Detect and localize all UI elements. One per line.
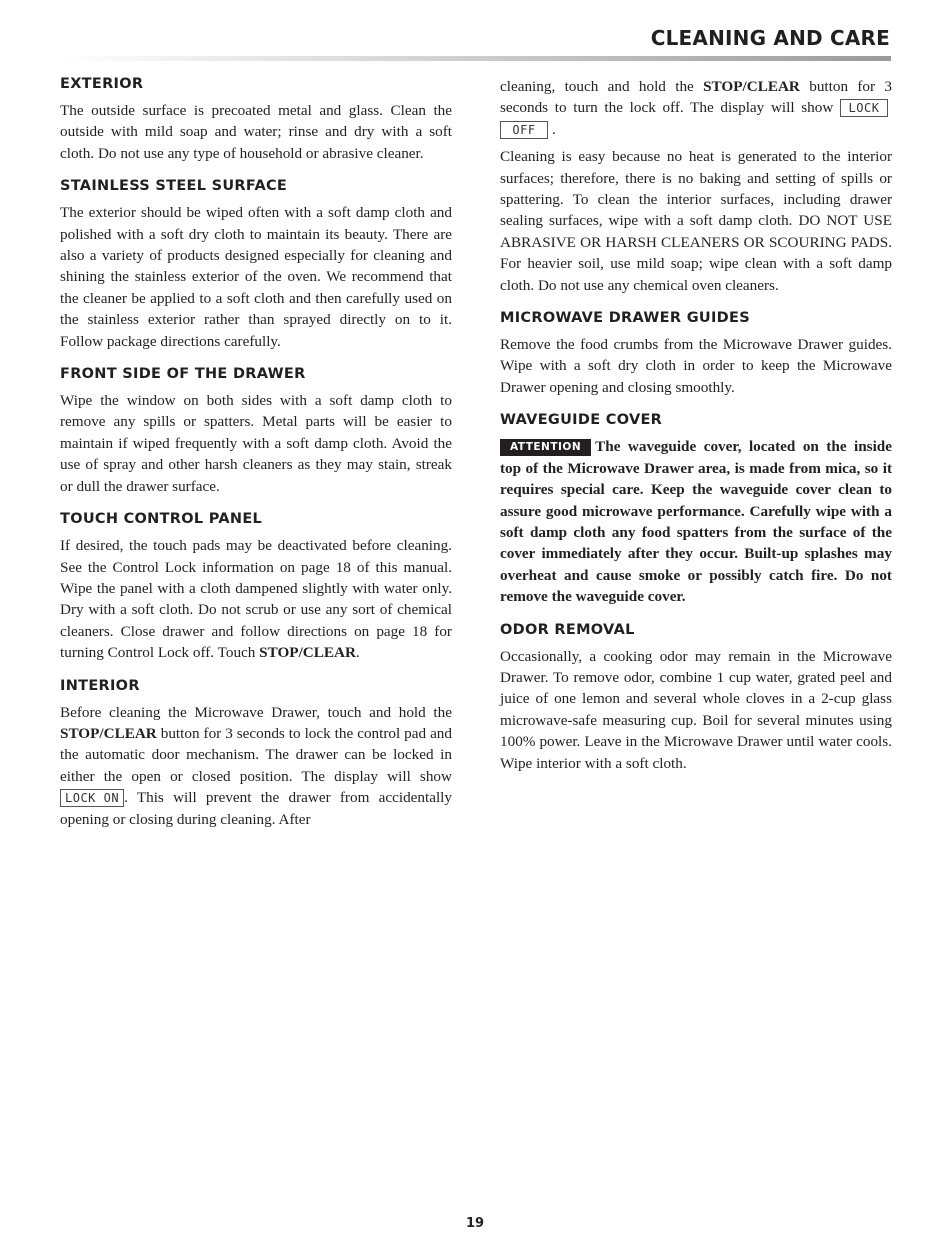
page-title: CLEANING AND CARE bbox=[650, 26, 890, 50]
interior-text1: Before cleaning the Microwave Drawer, touch and hold the bbox=[60, 703, 452, 721]
interior-bold-stop-clear-2: STOP/CLEAR bbox=[703, 78, 800, 95]
header-rule bbox=[60, 56, 891, 61]
body-interior-para2: Cleaning is easy because no heat is generated to the interior surfaces; therefore, there is no baking and setting of spills or spattering. To clean the interior surfaces, including drawer sealing surfaces, wipe with a soft damp cloth. DO NOT USE ABRASIVE OR HARSH CLEANERS OR SCOURING PADS. For heavier soil, use mild soap; wipe clean with a soft damp cloth. Do not use any chemical oven cleaners. bbox=[500, 148, 892, 294]
body-interior bbox=[60, 702, 452, 830]
section-stainless bbox=[60, 178, 452, 352]
waveguide-text: The waveguide cover, located on the inside top of the Microwave Drawer area, is made from mica, so it requires special care. Keep the waveguide cover clean to assure good microwave performance. Carefully wipe with a soft damp cloth any food spatters from the surface of the cover immediately after they occur. Built-up splashes may overheat and cause smoke or possibly catch fire. Do not remove the waveguide cover. bbox=[500, 438, 892, 606]
heading-touch: TOUCH CONTROL PANEL bbox=[60, 511, 263, 528]
heading-guides: MICROWAVE DRAWER GUIDES bbox=[500, 310, 750, 327]
right-column bbox=[500, 76, 892, 788]
heading-odor: ODOR REMOVAL bbox=[500, 621, 635, 638]
body-touch bbox=[60, 535, 452, 663]
touch-bold-stop-clear: STOP/CLEAR bbox=[259, 644, 356, 662]
interior-cont2: button for 3 seconds to turn the lock off. The display will show bbox=[500, 78, 892, 117]
attention-badge: ATTENTION bbox=[500, 439, 591, 456]
section-odor bbox=[500, 622, 892, 774]
section-front bbox=[60, 366, 452, 497]
body-exterior: The outside surface is precoated metal and glass. Clean the outside with mild soap and water; rinse and dry with a soft cloth. Do not use any type of household or abrasive cleaner. bbox=[60, 102, 452, 162]
heading-stainless: STAINLESS STEEL SURFACE bbox=[60, 178, 288, 195]
body-stainless: The exterior should be wiped often with a soft damp cloth and polished with a soft dry cloth to maintain its beauty. There are also a variety of products designed especially for cleaning and shining the stainless exterior of the oven. We recommend that the cleaner be applied to a soft cloth and then carefully used on the stainless exterior rather than sprayed directly on to it. Follow package directions carefully. bbox=[60, 204, 452, 350]
left-column bbox=[60, 76, 452, 844]
section-exterior bbox=[60, 76, 452, 164]
page-number: 19 bbox=[465, 1216, 485, 1231]
section-waveguide bbox=[500, 412, 892, 607]
heading-exterior: EXTERIOR bbox=[60, 76, 144, 92]
interior-bold-stop-clear: STOP/CLEAR bbox=[60, 724, 157, 742]
body-front: Wipe the window on both sides with a soft damp cloth to remove any spills or spatters. Metal parts will be easier to maintain if wiped frequently with a soft damp cloth. Avoid the use of spray and other harsh cleaners as they may stain, streak or dull the drawer surface. bbox=[60, 392, 452, 495]
section-interior bbox=[60, 678, 452, 830]
body-interior-continued bbox=[500, 76, 892, 140]
section-interior-continued bbox=[500, 76, 892, 296]
heading-waveguide: WAVEGUIDE COVER bbox=[500, 412, 663, 429]
display-lock-on: LOCK ON bbox=[60, 789, 124, 807]
interior-cont3: . bbox=[552, 120, 556, 138]
heading-interior: INTERIOR bbox=[60, 677, 140, 694]
section-touch bbox=[60, 511, 452, 663]
touch-text: If desired, the touch pads may be deactivated before cleaning. See the Control Lock information on page 18 of this manual. Wipe the panel with a cloth dampened slightly with water only. Dry with a soft cloth. Do not scrub or use any sort of chemical cleaners. Close drawer and follow directions on page 18 for turning Control Lock off. Touch bbox=[60, 537, 452, 662]
touch-end: . bbox=[355, 644, 360, 662]
interior-text3: . This will prevent the drawer from accidentally opening or closing during cleaning. After bbox=[60, 789, 452, 828]
display-lock: LOCK bbox=[840, 99, 888, 117]
body-guides: Remove the food crumbs from the Microwave Drawer guides. Wipe with a soft dry cloth in order to keep the Microwave Drawer opening and closing smoothly. bbox=[500, 336, 892, 396]
body-odor: Occasionally, a cooking odor may remain in the Microwave Drawer. To remove odor, combine 1 cup water, grated peel and juice of one lemon and several whole cloves in a 2-cup glass microwave-safe measuring cup. Boil for several minutes using 100% power. Leave in the Microwave Drawer until water cools. Wipe interior with a soft cloth. bbox=[500, 647, 892, 772]
display-off: OFF bbox=[500, 121, 548, 139]
interior-cont1: cleaning, touch and hold the bbox=[500, 78, 704, 95]
interior-text2: button for 3 seconds to lock the control pad and the automatic door mechanism. The drawer can be locked in either the open or closed position. The display will show bbox=[60, 724, 452, 785]
heading-front: FRONT SIDE OF THE DRAWER bbox=[60, 366, 306, 383]
section-guides bbox=[500, 310, 892, 398]
body-waveguide bbox=[500, 436, 892, 607]
